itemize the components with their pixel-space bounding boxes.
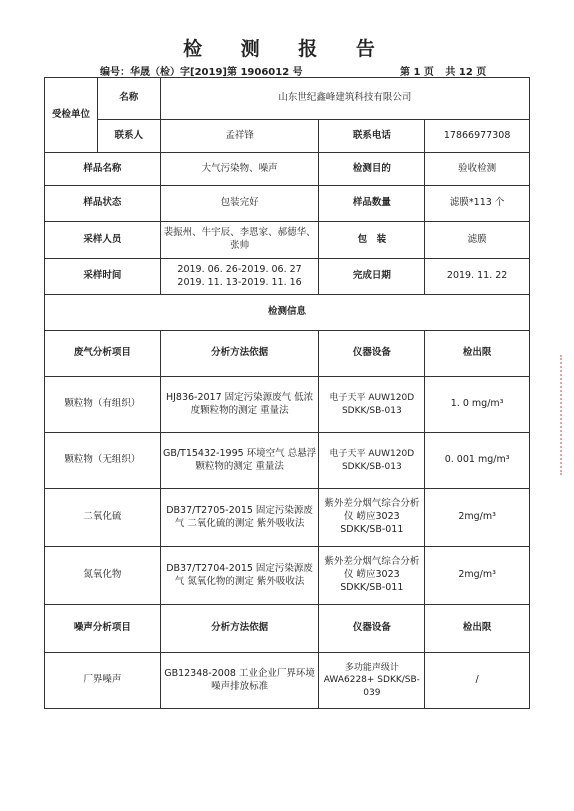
report-table	[44, 77, 530, 709]
contact-label: 联系人	[97, 120, 160, 153]
client-group-label: 受检单位	[45, 78, 98, 153]
gas-method: DB37/T2704-2015 固定污染源废气 氮氧化物的测定 紫外吸收法	[160, 547, 319, 605]
sampling-time-range-2: 2019. 11. 13-2019. 11. 16	[177, 276, 302, 288]
purpose-label: 检测目的	[319, 153, 425, 186]
finish-date-label: 完成日期	[319, 259, 425, 295]
sample-name-label: 样品名称	[45, 153, 161, 186]
gas-method: GB/T15432-1995 环境空气 总悬浮颗粒物的测定 重量法	[160, 433, 319, 489]
table-row	[45, 433, 530, 489]
gas-method: HJ836-2017 固定污染源废气 低浓度颗粒物的测定 重量法	[160, 377, 319, 433]
report-title: 检 测 报 告	[183, 38, 391, 60]
noise-header-device: 仪器设备	[319, 605, 425, 653]
gas-item: 颗粒物（有组织）	[45, 377, 161, 433]
sample-status-value: 包装完好	[160, 186, 319, 222]
sampler-label: 采样人员	[45, 222, 161, 259]
gas-limit: 2mg/m³	[425, 489, 530, 547]
gas-header-limit: 检出限	[425, 331, 530, 377]
gas-header-item: 废气分析项目	[45, 331, 161, 377]
gas-device: 紫外差分烟气综合分析仪 崂应3023 SDKK/SB-011	[319, 489, 425, 547]
finish-date-value: 2019. 11. 22	[425, 259, 530, 295]
gas-limit: 2mg/m³	[425, 547, 530, 605]
table-row	[45, 377, 530, 433]
page-indicator	[400, 63, 494, 78]
gas-method: DB37/T2705-2015 固定污染源废气 二氧化硫的测定 紫外吸收法	[160, 489, 319, 547]
sampler-value: 裴振州、牛宇辰、李恩家、郝德华、张帅	[160, 222, 319, 259]
report-number: 编号：华晟（检）字[2019]第 1906012 号	[100, 67, 303, 78]
gas-limit: 0. 001 mg/m³	[425, 433, 530, 489]
sample-status-label: 样品状态	[45, 186, 161, 222]
purpose-value: 验收检测	[425, 153, 530, 186]
package-label: 包 装	[319, 222, 425, 259]
seal-edge-mark	[560, 355, 566, 475]
noise-limit: /	[425, 653, 530, 709]
sampling-time-range-1: 2019. 06. 26-2019. 06. 27	[177, 263, 302, 275]
page-number: 第 1 页	[400, 67, 434, 78]
sampling-time-label: 采样时间	[45, 259, 161, 295]
sampling-time-value	[160, 259, 319, 295]
gas-device: 电子天平 AUW120D SDKK/SB-013	[319, 377, 425, 433]
noise-header-limit: 检出限	[425, 605, 530, 653]
noise-header-method: 分析方法依据	[160, 605, 319, 653]
noise-method: GB12348-2008 工业企业厂界环境噪声排放标准	[160, 653, 319, 709]
table-row	[45, 653, 530, 709]
noise-device: 多功能声级计 AWA6228+ SDKK/SB-039	[319, 653, 425, 709]
sample-qty-value: 滤膜*113 个	[425, 186, 530, 222]
gas-header-device: 仪器设备	[319, 331, 425, 377]
gas-limit: 1. 0 mg/m³	[425, 377, 530, 433]
client-name-value: 山东世纪鑫峰建筑科技有限公司	[160, 78, 529, 120]
package-value: 滤膜	[425, 222, 530, 259]
sample-qty-label: 样品数量	[319, 186, 425, 222]
sample-name-value: 大气污染物、噪声	[160, 153, 319, 186]
gas-device: 电子天平 AUW120D SDKK/SB-013	[319, 433, 425, 489]
table-row	[45, 547, 530, 605]
test-info-header: 检测信息	[45, 295, 530, 331]
page-total: 共 12 页	[445, 67, 487, 78]
gas-item: 二氧化硫	[45, 489, 161, 547]
client-name-label: 名称	[97, 78, 160, 120]
noise-header-item: 噪声分析项目	[45, 605, 161, 653]
phone-value: 17866977308	[425, 120, 530, 153]
gas-item: 颗粒物（无组织）	[45, 433, 161, 489]
table-row	[45, 489, 530, 547]
phone-label: 联系电话	[319, 120, 425, 153]
gas-item: 氮氧化物	[45, 547, 161, 605]
noise-item: 厂界噪声	[45, 653, 161, 709]
contact-value: 孟祥锋	[160, 120, 319, 153]
gas-header-method: 分析方法依据	[160, 331, 319, 377]
gas-device: 紫外差分烟气综合分析仪 崂应3023 SDKK/SB-011	[319, 547, 425, 605]
